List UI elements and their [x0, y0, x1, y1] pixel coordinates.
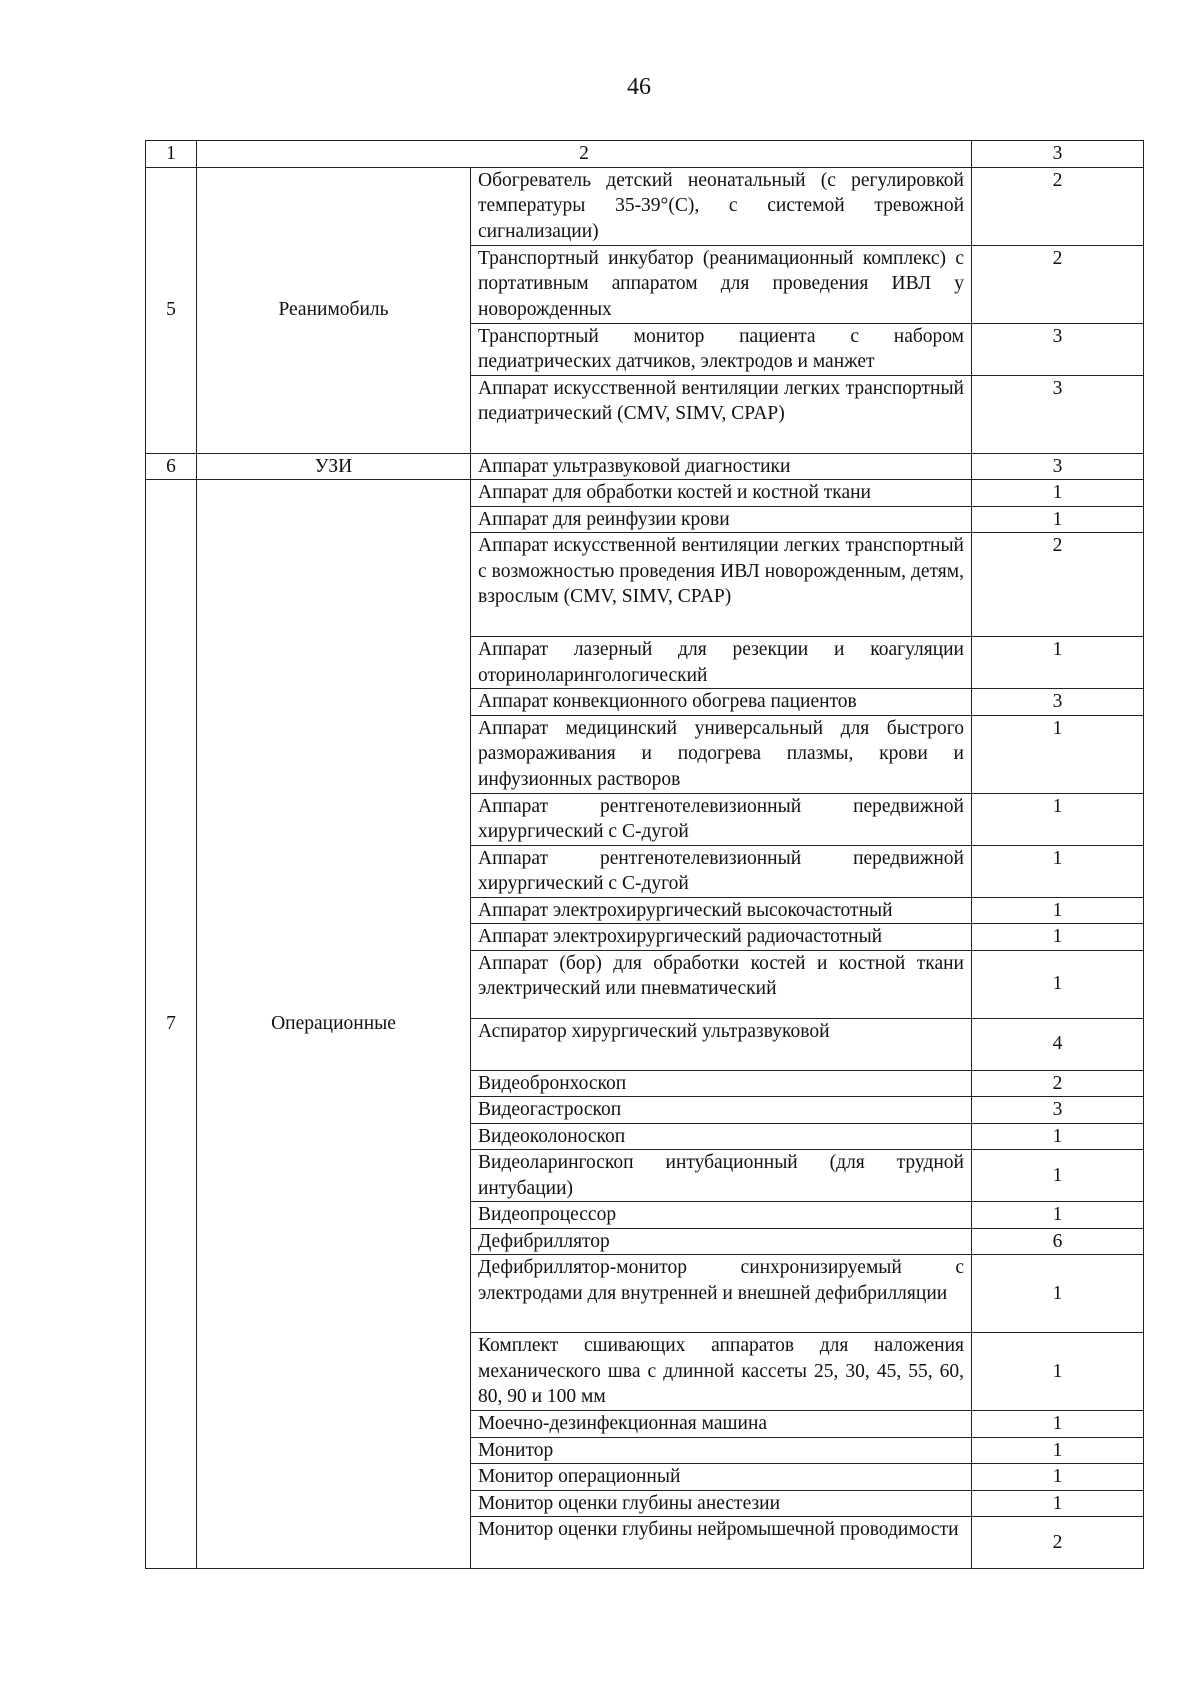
equipment-name: Аппарат искусственной вентиляции легких транспортный педиатрический (CMV, SIMV, CPAP) — [471, 375, 972, 453]
equipment-name: Дефибриллятор-монитор синхронизируемый с электродами для внутренней и внешней дефибрилляции — [471, 1255, 972, 1333]
equipment-name: Дефибриллятор — [471, 1228, 972, 1255]
quantity: 6 — [972, 1228, 1144, 1255]
equipment-name: Монитор оценки глубины анестезии — [471, 1490, 972, 1517]
quantity: 3 — [972, 689, 1144, 716]
quantity: 1 — [972, 1411, 1144, 1438]
equipment-name: Аппарат (бор) для обработки костей и костной ткани электрический или пневматический — [471, 950, 972, 1018]
equipment-name: Монитор — [471, 1437, 972, 1464]
equipment-name: Аппарат электрохирургический радиочастотный — [471, 924, 972, 951]
equipment-name: Аспиратор хирургический ультразвуковой — [471, 1018, 972, 1070]
quantity: 3 — [972, 375, 1144, 453]
quantity: 1 — [972, 1255, 1144, 1333]
equipment-name: Аппарат медицинский универсальный для быстрого размораживания и подогрева плазмы, крови и инфузионных растворов — [471, 715, 972, 793]
table-row — [146, 480, 1144, 507]
quantity: 4 — [972, 1018, 1144, 1070]
quantity: 1 — [972, 1202, 1144, 1229]
equipment-name: Транспортный инкубатор (реанимационный комплекс) с портативным аппаратом для проведения ИВЛ у новорожденных — [471, 245, 972, 323]
equipment-name: Обогреватель детский неонатальный (с регулировкой температуры 35-39°(С), с системой тревожной сигнализации) — [471, 167, 972, 245]
quantity: 2 — [972, 1070, 1144, 1097]
group-number: 7 — [146, 480, 197, 1569]
equipment-name: Монитор операционный — [471, 1464, 972, 1491]
equipment-name: Аппарат конвекционного обогрева пациентов — [471, 689, 972, 716]
quantity: 1 — [972, 845, 1144, 897]
equipment-name: Видеобронхоскоп — [471, 1070, 972, 1097]
header-col-2: 2 — [197, 141, 972, 168]
quantity: 1 — [972, 1150, 1144, 1202]
equipment-name: Аппарат рентгенотелевизионный передвижной хирургический с С-дугой — [471, 793, 972, 845]
header-col-3: 3 — [972, 141, 1144, 168]
quantity: 1 — [972, 1333, 1144, 1411]
equipment-name: Аппарат для обработки костей и костной ткани — [471, 480, 972, 507]
quantity: 3 — [972, 1097, 1144, 1124]
equipment-name: Аппарат рентгенотелевизионный передвижной хирургический с С-дугой — [471, 845, 972, 897]
quantity: 2 — [972, 167, 1144, 245]
quantity: 1 — [972, 1464, 1144, 1491]
quantity: 1 — [972, 506, 1144, 533]
quantity: 1 — [972, 950, 1144, 1018]
page-number: 46 — [627, 74, 651, 100]
quantity: 1 — [972, 1123, 1144, 1150]
equipment-name: Видеоларингоскоп интубационный (для трудной интубации) — [471, 1150, 972, 1202]
equipment-name: Монитор оценки глубины нейромышечной проводимости — [471, 1517, 972, 1569]
equipment-name: Аппарат искусственной вентиляции легких транспортный с возможностью проведения ИВЛ новорожденным, детям, взрослым (CMV, SIMV, CPAP) — [471, 533, 972, 637]
quantity: 1 — [972, 897, 1144, 924]
equipment-name: Моечно-дезинфекционная машина — [471, 1411, 972, 1438]
quantity: 1 — [972, 793, 1144, 845]
header-col-1: 1 — [146, 141, 197, 168]
quantity: 1 — [972, 715, 1144, 793]
table-header-row — [146, 141, 1144, 168]
equipment-name: Аппарат электрохирургический высокочастотный — [471, 897, 972, 924]
quantity: 1 — [972, 924, 1144, 951]
quantity: 1 — [972, 1490, 1144, 1517]
equipment-name: Аппарат ультразвуковой диагностики — [471, 453, 972, 480]
department-name: Операционные — [197, 480, 471, 1569]
department-name: Реанимобиль — [197, 167, 471, 453]
equipment-name: Аппарат лазерный для резекции и коагуляции оториноларингологический — [471, 637, 972, 689]
quantity: 3 — [972, 323, 1144, 375]
equipment-name: Комплект сшивающих аппаратов для наложения механического шва с длинной кассеты 25, 30, 45, 55, 60, 80, 90 и 100 мм — [471, 1333, 972, 1411]
quantity: 2 — [972, 245, 1144, 323]
equipment-name: Видеогастроскоп — [471, 1097, 972, 1124]
table-row — [146, 167, 1144, 245]
department-name: УЗИ — [197, 453, 471, 480]
quantity: 3 — [972, 453, 1144, 480]
quantity: 2 — [972, 533, 1144, 637]
table-row — [146, 453, 1144, 480]
equipment-name: Транспортный монитор пациента с набором педиатрических датчиков, электродов и манжет — [471, 323, 972, 375]
equipment-name: Видеопроцессор — [471, 1202, 972, 1229]
quantity: 1 — [972, 1437, 1144, 1464]
quantity: 1 — [972, 480, 1144, 507]
equipment-name: Аппарат для реинфузии крови — [471, 506, 972, 533]
group-number: 6 — [146, 453, 197, 480]
quantity: 2 — [972, 1517, 1144, 1569]
equipment-table — [145, 140, 1144, 1569]
quantity: 1 — [972, 637, 1144, 689]
group-number: 5 — [146, 167, 197, 453]
equipment-name: Видеоколоноскоп — [471, 1123, 972, 1150]
